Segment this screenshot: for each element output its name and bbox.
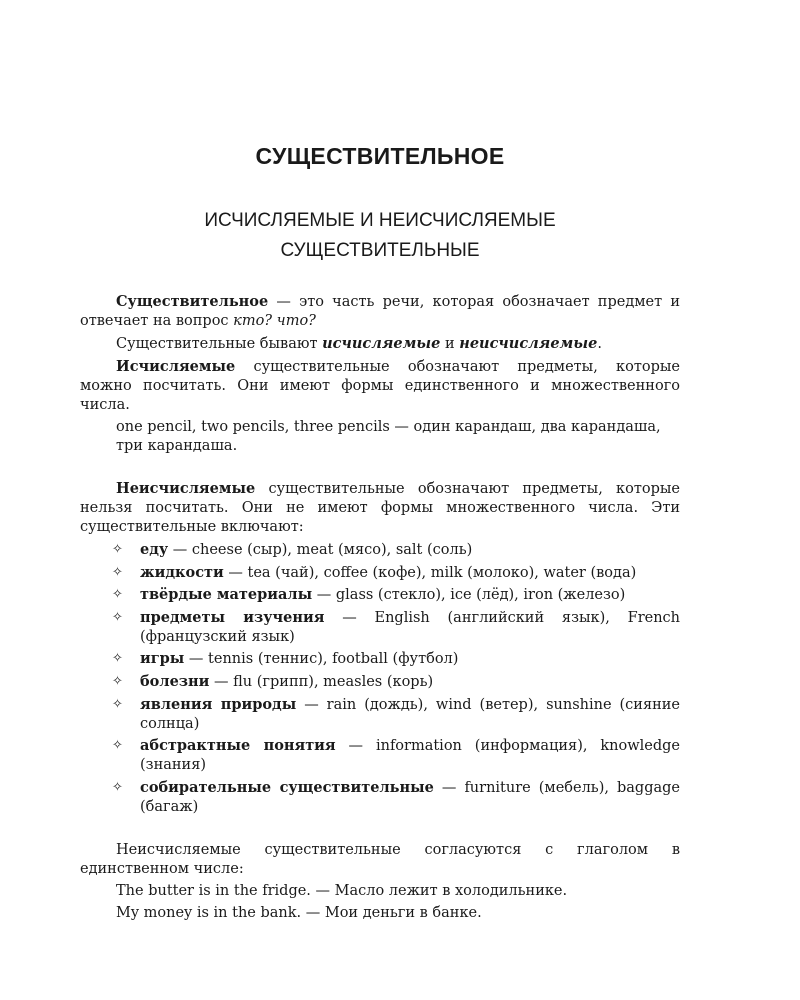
countable-paragraph — [80, 357, 680, 415]
category-examples: — glass (стекло), ice (лёд), iron (железо) — [312, 587, 626, 604]
category-term: еду — [140, 541, 169, 558]
category-examples: — rain (дождь), wind (ветер), sunshine (сияние солнца) — [140, 696, 680, 732]
question-words: кто? что? — [233, 313, 316, 329]
category-term: предметы изучения — [140, 608, 325, 626]
countable-example: one pencil, two pencils, three pencils — один карандаш, два карандаша, три карандаша. — [116, 419, 661, 454]
category-examples: — flu (грипп), measles (корь) — [209, 673, 434, 690]
list-item — [80, 695, 680, 734]
list-item — [80, 608, 680, 647]
list-item — [80, 778, 680, 817]
types-period: . — [597, 336, 602, 352]
definition-paragraph — [80, 292, 680, 331]
term-countable: исчисляемые — [322, 335, 441, 352]
agreement-paragraph: Неисчисляемые существительные согласуются с глаголом в единственном числе: — [80, 841, 680, 877]
category-term: явления природы — [140, 695, 297, 713]
category-term: жидкости — [140, 563, 224, 581]
category-term: игры — [140, 650, 185, 668]
definition-text: — это часть речи, которая обозначает предмет и отвечает на вопрос — [80, 294, 680, 329]
category-term: болезни — [140, 672, 210, 690]
subtitle-line-1: ИСЧИСЛЯЕМЫЕ И НЕИСЧИСЛЯЕМЫЕ — [204, 210, 556, 231]
subtitle-line-2: СУЩЕСТВИТЕЛЬНЫЕ — [280, 240, 480, 261]
section-subtitle — [80, 206, 680, 266]
example-sentence-2: My money is in the bank. — Мои деньги в банке. — [116, 904, 482, 921]
list-item — [80, 672, 680, 692]
diamond-bullet-icon: ✧ — [112, 738, 123, 754]
diamond-bullet-icon: ✧ — [112, 696, 123, 712]
diamond-bullet-icon: ✧ — [112, 564, 123, 580]
uncountable-text: существительные обозначают предметы, которые нельзя посчитать. Они не имеют формы множественного числа. Эти существительные включают: — [80, 481, 680, 535]
uncountable-heading: Неисчисляемые — [116, 480, 256, 497]
types-conjunction: и — [440, 336, 460, 352]
example-sentence-1: The butter is in the fridge. — Масло лежит в холодильнике. — [116, 882, 568, 899]
types-paragraph — [80, 334, 680, 354]
diamond-bullet-icon: ✧ — [112, 779, 123, 795]
diamond-bullet-icon: ✧ — [112, 673, 123, 689]
category-examples: — English (английский язык), French (французский язык) — [140, 609, 680, 645]
countable-heading: Исчисляемые — [116, 358, 236, 375]
list-item — [80, 563, 680, 583]
countable-text: существительные обозначают предметы, которые можно посчитать. Они имеют формы единственного и множественного числа. — [80, 359, 680, 413]
category-examples: — furniture (мебель), baggage (багаж) — [140, 779, 680, 815]
list-item — [80, 540, 680, 560]
term-uncountable: неисчисляемые — [459, 335, 598, 352]
diamond-bullet-icon: ✧ — [112, 587, 123, 603]
page-title: СУЩЕСТВИТЕЛЬНОЕ — [255, 143, 505, 169]
category-term: абстрактные понятия — [140, 737, 336, 755]
term-noun: Существительное — [116, 293, 269, 310]
types-text: Существительные бывают — [116, 336, 323, 352]
category-examples: — cheese (сыр), meat (мясо), salt (соль) — [168, 542, 473, 558]
category-term: твёрдые материалы — [140, 586, 313, 604]
category-examples: — information (информация), knowledge (знания) — [140, 738, 681, 774]
category-examples: — tea (чай), coffee (кофе), milk (молоко), water (вода) — [223, 564, 637, 581]
uncountable-categories-list — [80, 540, 680, 817]
diamond-bullet-icon: ✧ — [112, 609, 123, 625]
uncountable-paragraph — [80, 479, 680, 537]
body-text — [80, 292, 680, 923]
category-examples: — tennis (теннис), football (футбол) — [184, 651, 459, 668]
category-term: собирательные существительные — [140, 778, 434, 796]
list-item — [80, 649, 680, 669]
list-item — [80, 585, 680, 605]
diamond-bullet-icon: ✧ — [112, 542, 123, 557]
diamond-bullet-icon: ✧ — [112, 651, 123, 667]
list-item — [80, 736, 680, 775]
